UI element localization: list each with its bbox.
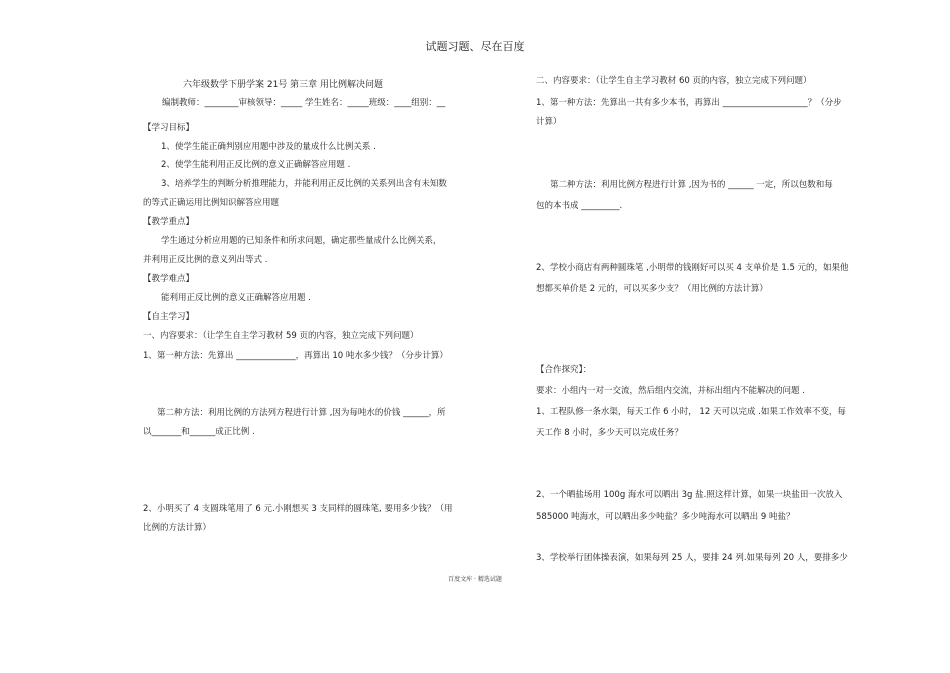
section-heading-focus: 【教学重点】 [143, 217, 195, 227]
worksheet-title: 六年级数学下册学案 21号 第三章 用比例解决问题 [183, 80, 384, 90]
focus-text: 学生通过分析应用题的已知条件和所求问题，确定那些量成什么比例关系， [161, 236, 442, 246]
right-requirement: 二、内容要求：（让学生自主学习教材 60 页的内容，独立完成下列问题） [536, 76, 812, 86]
cooperation-requirement: 要求：小组内一对一交流，然后组内交流，并标出组内不能解决的问题 . [536, 386, 805, 396]
right-problem-1-method-1: 1、第一种方法：先算出一共有多少本书，再算出 ____________________？（分步 [536, 98, 842, 108]
goal-item-3-cont: 的等式正确运用比例知识解答应用题 [143, 198, 280, 208]
problem-1-method-2-cont: 以_______和______成正比例 . [143, 427, 255, 437]
goal-item-2: 2、使学生能利用正反比例的意义正确解答应用题 . [161, 160, 351, 170]
right-problem-2-cont: 想都买单价是 2 元的，可以买多少支？（用比例的方法计算） [536, 284, 768, 294]
right-problem-2: 2、学校小商店有两种圆珠笔 ,小明带的钱刚好可以买 4 支单价是 1.5 元的，如果他 [536, 263, 849, 273]
problem-2: 2、小明买了 4 支圆珠笔用了 6 元.小刚想买 3 支同样的圆珠笔, 要用多少钱？（用 [143, 504, 453, 514]
right-problem-1-method-1-cont: 计算） [536, 117, 562, 127]
right-problem-1-method-2: 第二种方法：利用比例方程进行计算 ,因为书的 ______ 一定，所以包数和每 [550, 180, 833, 190]
right-problem-1-method-2-cont: 包的本书成 _________. [536, 201, 623, 211]
problem-2-cont: 比例的方法计算） [143, 523, 212, 533]
section-heading-cooperation: 【合作探究】： [536, 365, 592, 375]
cooperation-problem-1: 1、工程队修一条水渠，每天工作 6 小时， 12 天可以完成 .如果工作效率不变，每 [536, 407, 846, 417]
cooperation-problem-1-cont: 天工作 8 小时，多少天可以完成任务？ [536, 428, 683, 438]
section-heading-difficulty: 【教学难点】 [143, 274, 195, 284]
problem-1-method-2: 第二种方法：利用比例的方法列方程进行计算 ,因为每吨水的价钱 ______，所 [157, 408, 446, 418]
worksheet-info-line: 编制教师：________审核领导：_____ 学生姓名：_____班级：____组别：__ [162, 98, 446, 108]
focus-text-cont: 并利用正反比例的意义列出等式 . [143, 255, 268, 265]
page-header: 试题习题、尽在百度 [425, 40, 525, 53]
cooperation-problem-2-cont: 585000 吨海水，可以晒出多少吨盐？多少吨海水可以晒出 9 吨盐？ [536, 512, 795, 522]
cooperation-problem-3: 3、学校举行团体操表演，如果每列 25 人，要排 24 列.如果每列 20 人，要排多少 [536, 553, 848, 563]
goal-item-1: 1、使学生能正确判别应用题中涉及的量成什么比例关系 . [161, 142, 376, 152]
goal-item-3: 3、培养学生的判断分析推理能力，并能利用正反比例的关系列出含有未知数 [161, 179, 447, 189]
section-heading-goals: 【学习目标】 [143, 123, 195, 133]
section-heading-self-study: 【自主学习】 [143, 312, 195, 322]
problem-1-method-1: 1、第一种方法：先算出 ______________，再算出 10 吨水多少钱？（分步计算） [143, 351, 448, 361]
self-study-requirement: 一、内容要求：（让学生自主学习教材 59 页的内容，独立完成下列问题） [143, 331, 419, 341]
cooperation-problem-2: 2、一个晒盐场用 100g 海水可以晒出 3g 盐.照这样计算，如果一块盐田一次放入 [536, 490, 843, 500]
page-footer: 百度文库 · 精选试题 [448, 576, 502, 583]
difficulty-text: 能利用正反比例的意义正确解答应用题 . [161, 293, 311, 303]
